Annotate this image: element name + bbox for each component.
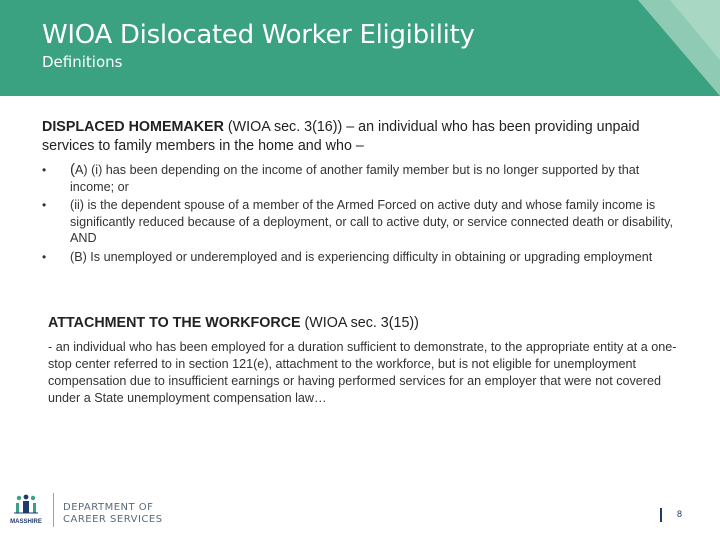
list-item: [42, 197, 682, 247]
list-item-text: (ii) is the dependent spouse of a member of the Armed Forced on active duty and whose family income is significantly reduced because of a deployment, or call to active duty, or service connected death or disability, AND: [70, 198, 673, 246]
department-line-2: CAREER SERVICES: [63, 514, 163, 525]
slide-header: [0, 0, 720, 96]
bullet-icon: •: [42, 163, 47, 177]
attachment-definition: - an individual who has been employed for a duration sufficient to demonstrate, to the appropriate entity at a one-stop center referred to in section 121(e), attachment to the workforce, but is not eligible for unemployment compensation due to insufficient earnings or having performed services for an employer that were not covered under a State unemployment compensation law…: [48, 340, 677, 405]
slide-subtitle: Definitions: [42, 53, 123, 71]
bullet-icon: •: [42, 249, 47, 264]
slide-title: WIOA Dislocated Worker Eligibility: [42, 20, 475, 50]
bullet-icon: •: [42, 198, 47, 213]
page-number-marker: [660, 508, 662, 522]
attachment-term: ATTACHMENT TO THE WORKFORCE: [48, 315, 301, 331]
footer-divider: [53, 493, 54, 527]
list-item-text: (B) Is unemployed or underemployed and is experiencing difficulty in obtaining or upgrading employment: [70, 249, 653, 264]
masshire-logo-icon: [4, 493, 48, 527]
list-item-text: A) (i) has been depending on the income of another family member but is no longer supported by that income; or: [70, 163, 640, 194]
department-name: [63, 502, 163, 526]
page-number: 8: [677, 509, 683, 519]
list-item-lead: (: [70, 161, 75, 178]
logo-wordmark: MASSHIRE: [10, 519, 42, 525]
displaced-homemaker-section: [42, 118, 682, 268]
displaced-homemaker-definition: [42, 118, 682, 156]
displaced-homemaker-citation: (WIOA sec. 3(16)) – an individual who has been providing unpaid services to family members in the home and who –: [42, 119, 640, 154]
department-line-1: DEPARTMENT OF: [63, 502, 154, 513]
masshire-logo: [4, 493, 48, 527]
displaced-homemaker-criteria-list: [42, 162, 682, 266]
list-item: [42, 162, 682, 195]
header-accent-shape-light: [670, 0, 720, 60]
attachment-citation: (WIOA sec. 3(15)): [300, 315, 419, 331]
attachment-to-workforce-section: [48, 314, 688, 407]
list-item: [42, 249, 682, 266]
attachment-heading: [48, 314, 688, 333]
displaced-homemaker-term: DISPLACED HOMEMAKER: [42, 119, 224, 135]
